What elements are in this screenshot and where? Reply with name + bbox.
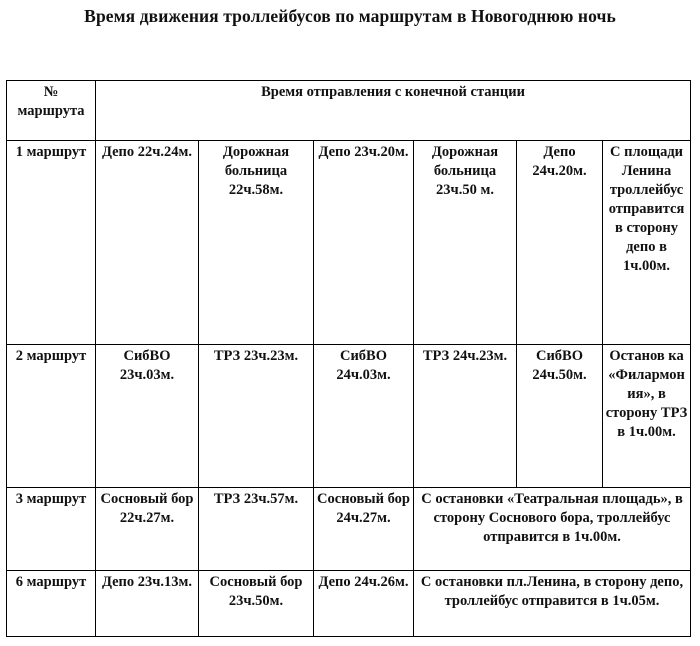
route-cell: 1 маршрут: [7, 141, 96, 345]
time-cell: СибВО 23ч.03м.: [96, 345, 199, 488]
route-cell: 6 маршрут: [7, 571, 96, 637]
time-cell: Сосновый бор 23ч.50м.: [199, 571, 314, 637]
time-cell: СибВО 24ч.50м.: [517, 345, 603, 488]
table-row: [7, 571, 691, 637]
time-cell: Сосновый бор 22ч.27м.: [96, 488, 199, 571]
route-cell: 3 маршрут: [7, 488, 96, 571]
time-cell: ТРЗ 23ч.57м.: [199, 488, 314, 571]
page-title: Время движения троллейбусов по маршрутам в Новогоднюю ночь: [84, 6, 616, 26]
time-cell: ТРЗ 23ч.23м.: [199, 345, 314, 488]
time-cell: Депо 23ч.20м.: [314, 141, 414, 345]
schedule-table: [6, 80, 691, 637]
time-cell: Депо 24ч.26м.: [314, 571, 414, 637]
table-row: [7, 345, 691, 488]
time-cell: СибВО 24ч.03м.: [314, 345, 414, 488]
time-cell: Дорожная больница 23ч.50 м.: [414, 141, 517, 345]
table-row: [7, 141, 691, 345]
time-cell: ТРЗ 24ч.23м.: [414, 345, 517, 488]
route-cell: 2 маршрут: [7, 345, 96, 488]
time-cell: Депо 24ч.20м.: [517, 141, 603, 345]
note-cell: С остановки «Театральная площадь», в сторону Соснового бора, троллейбус отправится в 1ч.00м.: [414, 488, 691, 571]
table-row: [7, 488, 691, 571]
note-cell: С остановки пл.Ленина, в сторону депо, троллейбус отправится в 1ч.05м.: [414, 571, 691, 637]
time-cell: Сосновый бор 24ч.27м.: [314, 488, 414, 571]
table-header-row: [7, 81, 691, 141]
note-cell: Останов ка «Филармония», в сторону ТРЗ в 1ч.00м.: [603, 345, 691, 488]
time-cell: Депо 22ч.24м.: [96, 141, 199, 345]
time-cell: Дорожная больница 22ч.58м.: [199, 141, 314, 345]
departure-time-header: Время отправления с конечной станции: [96, 81, 691, 141]
time-cell: Депо 23ч.13м.: [96, 571, 199, 637]
note-cell: С площади Ленина троллейбус отправится в сторону депо в 1ч.00м.: [603, 141, 691, 345]
route-number-header: № маршрута: [7, 81, 96, 141]
